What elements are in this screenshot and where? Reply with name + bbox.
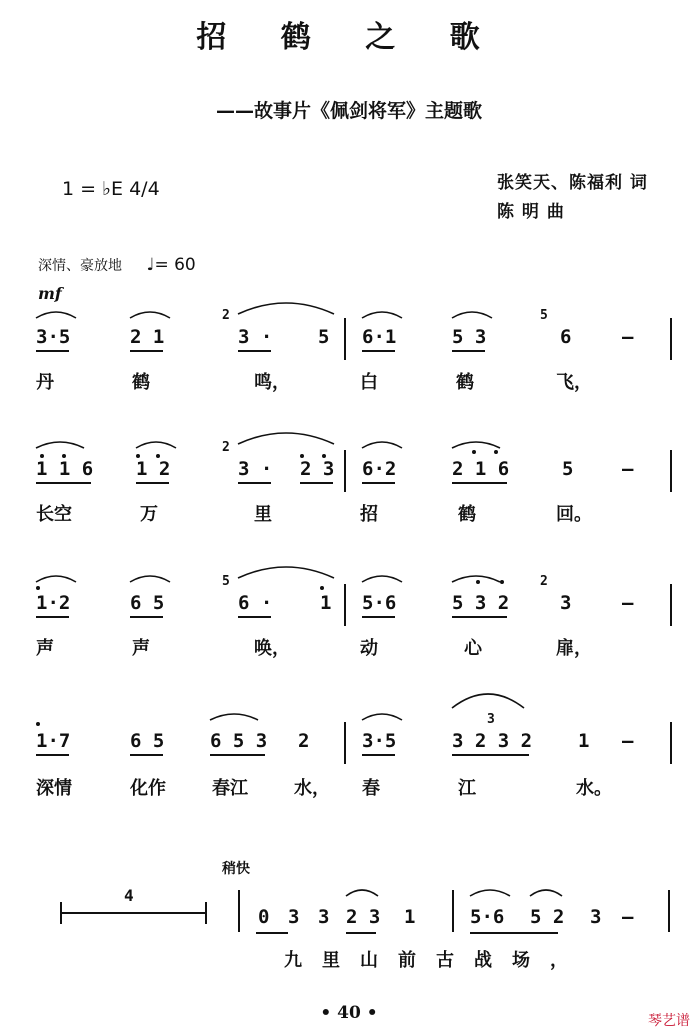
note-group: 6 ·	[238, 592, 273, 614]
last-row-lyrics: 九里山前古战场，	[284, 950, 588, 971]
note-group: 3	[590, 906, 602, 928]
lyric: 鸣，	[254, 372, 290, 393]
lyric: 心	[464, 638, 482, 659]
triplet-mark: 3	[487, 712, 495, 727]
note-group: 1·2	[36, 592, 71, 614]
note-group: 5 3	[452, 326, 487, 348]
note-group: 6 5	[130, 592, 165, 614]
note-group: 3 ·	[238, 458, 273, 480]
slur	[452, 694, 524, 708]
note-group: 2 3	[300, 458, 335, 480]
slur	[238, 303, 334, 314]
note-group: 3 ·	[238, 326, 273, 348]
slur	[210, 714, 258, 720]
note-group: 2 1 6	[452, 458, 510, 480]
note-group: 3·5	[36, 326, 71, 348]
lyric: 鹤	[132, 372, 150, 393]
grace-note: 5	[540, 308, 548, 323]
note-group: 6·1	[362, 326, 397, 348]
slur	[36, 312, 76, 318]
note-group: 1·7	[36, 730, 71, 752]
lyric: 长空	[36, 504, 72, 525]
note-group: 3	[318, 906, 330, 928]
tempo-text: 深情、豪放地	[38, 258, 122, 274]
lyric: 丹	[36, 372, 54, 393]
note-group: 5	[318, 326, 330, 348]
slur	[530, 890, 562, 896]
grace-note: 2	[540, 574, 548, 589]
note-group: —	[622, 326, 634, 348]
lyric: 水。	[576, 778, 612, 799]
lyricist-credit: 张笑天、陈福利 词	[497, 173, 648, 193]
note-group: 0	[258, 906, 270, 928]
song-subtitle: ——故事片《佩剑将军》主题歌	[215, 100, 482, 122]
lyric: 招	[360, 504, 378, 525]
lyric: 深情	[36, 778, 72, 799]
slur	[452, 442, 500, 448]
lyric: 春	[362, 778, 380, 799]
slur	[362, 576, 402, 582]
note-group: 2 1	[130, 326, 165, 348]
note-group: 5 3 2	[452, 592, 510, 614]
slur	[362, 442, 402, 448]
note-group: 3	[288, 906, 300, 928]
note-group: 3·5	[362, 730, 397, 752]
lyric: 万	[140, 504, 158, 525]
slur	[136, 442, 176, 448]
lyric: 声	[36, 638, 54, 659]
slur	[238, 567, 334, 578]
lyric: 回。	[556, 504, 592, 525]
note-group: 1	[404, 906, 416, 928]
note-group: 5·6	[362, 592, 397, 614]
note-group: 1	[578, 730, 590, 752]
key-signature: 1 = ♭E 4/4	[62, 178, 160, 200]
note-group: —	[622, 730, 634, 752]
lyric: 扉，	[556, 638, 592, 659]
note-group: 6·2	[362, 458, 397, 480]
note-group: —	[622, 592, 634, 614]
note-group: 3	[560, 592, 572, 614]
note-group: 1 2	[136, 458, 171, 480]
grace-note: 2	[222, 308, 230, 323]
note-group: 5	[562, 458, 574, 480]
grace-note: 2	[222, 440, 230, 455]
note-group: 6	[560, 326, 572, 348]
lyric: 声	[132, 638, 150, 659]
slur	[238, 433, 334, 444]
lyric: 飞，	[556, 372, 592, 393]
note-group: 5·6	[470, 906, 505, 928]
slur	[36, 576, 76, 582]
slur	[470, 890, 510, 896]
slur	[130, 576, 170, 582]
slur	[452, 312, 492, 318]
lyric: 化作	[130, 778, 166, 799]
slur	[130, 312, 170, 318]
slur	[362, 714, 402, 720]
note-group: 2	[298, 730, 310, 752]
lyric: 里	[254, 504, 272, 525]
watermark-logo: 琴艺谱	[648, 1013, 690, 1029]
lyric: 动	[360, 638, 378, 659]
slur	[36, 442, 84, 448]
composer-credit: 陈 明 曲	[497, 202, 565, 222]
lyric: 水，	[294, 778, 330, 799]
rest-count: 4	[124, 886, 134, 905]
slur	[362, 312, 402, 318]
grace-note: 5	[222, 574, 230, 589]
tempo-value: ♩= 60	[146, 255, 196, 275]
note-group: 1 1 6	[36, 458, 94, 480]
lyric: 唤，	[254, 638, 290, 659]
dynamic-marking: mf	[38, 284, 62, 303]
lyric: 鹤	[458, 504, 476, 525]
faster-marking: 稍快	[222, 861, 250, 877]
slur	[346, 890, 378, 896]
page-number: • 40 •	[320, 1003, 378, 1023]
note-group: —	[622, 458, 634, 480]
lyric: 鹤	[456, 372, 474, 393]
note-group: 2 3	[346, 906, 381, 928]
song-title: 招 鹤 之 歌	[196, 20, 502, 55]
note-group: 6 5 3	[210, 730, 268, 752]
slur	[452, 576, 500, 582]
note-group: 6 5	[130, 730, 165, 752]
lyric: 春江	[212, 778, 248, 799]
note-group: 1	[320, 592, 332, 614]
note-group: —	[622, 906, 634, 928]
note-group: 5 2	[530, 906, 565, 928]
note-group: 3 2 3 2	[452, 730, 533, 752]
slurs	[36, 303, 562, 896]
lyric: 江	[458, 778, 476, 799]
lyric: 白	[360, 372, 378, 393]
